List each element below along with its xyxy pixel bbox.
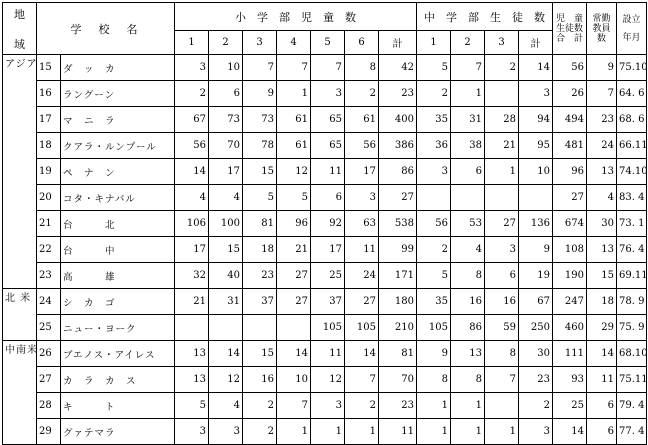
- cell-m3: 8: [485, 341, 519, 367]
- cell-e3: 37: [243, 289, 277, 315]
- cell-m2: 13: [451, 341, 485, 367]
- cell-e2: 15: [209, 237, 243, 263]
- table-row: [3, 55, 647, 81]
- school-name: ラングーン: [61, 81, 175, 107]
- elem-grade-5-header: 5: [311, 31, 345, 55]
- elem-grade-1-header: 1: [175, 31, 209, 55]
- staff-header: [587, 3, 617, 55]
- cell-staff: 15: [587, 263, 617, 289]
- table-row: [3, 107, 647, 133]
- cell-mtot: 3: [519, 81, 553, 107]
- cell-e6: 1: [345, 419, 379, 445]
- cell-total: 25: [553, 393, 587, 419]
- total-students-header: [553, 3, 587, 55]
- founded-date: 76. 4: [617, 237, 647, 263]
- cell-m2: 8: [451, 367, 485, 393]
- cell-staff: 13: [587, 159, 617, 185]
- cell-e5: 3: [311, 81, 345, 107]
- school-name-header: 学 校 名: [37, 3, 175, 55]
- cell-e5: 37: [311, 289, 345, 315]
- cell-e1: 2: [175, 81, 209, 107]
- founded-header-line2: 年月: [622, 32, 641, 43]
- cell-e6: 2: [345, 393, 379, 419]
- region-header-top: 地: [14, 7, 25, 21]
- cell-e5: 65: [311, 107, 345, 133]
- cell-staff: 11: [587, 367, 617, 393]
- cell-e3: 78: [243, 133, 277, 159]
- cell-m3: 1: [485, 419, 519, 445]
- cell-e3: 9: [243, 81, 277, 107]
- school-number: 25: [37, 315, 61, 341]
- cell-e4: 1: [277, 81, 311, 107]
- cell-e4: 12: [277, 159, 311, 185]
- cell-m1: 1: [417, 419, 451, 445]
- cell-etot: 23: [379, 81, 417, 107]
- cell-m2: 1: [451, 393, 485, 419]
- table-row: [3, 133, 647, 159]
- cell-m2: 6: [451, 159, 485, 185]
- cell-e2: [209, 315, 243, 341]
- cell-mtot: 23: [519, 367, 553, 393]
- cell-e3: 15: [243, 341, 277, 367]
- cell-e6: 17: [345, 159, 379, 185]
- school-number: 26: [37, 341, 61, 367]
- cell-e2: 3: [209, 419, 243, 445]
- table-row: [3, 315, 647, 341]
- elem-grade-2-header: 2: [209, 31, 243, 55]
- cell-total: 247: [553, 289, 587, 315]
- cell-e2: 31: [209, 289, 243, 315]
- school-enrollment-table: [2, 2, 647, 445]
- school-name: ペ ナ ン: [61, 159, 175, 185]
- cell-staff: 29: [587, 315, 617, 341]
- cell-e4: [277, 315, 311, 341]
- school-number: 18: [37, 133, 61, 159]
- cell-total: 190: [553, 263, 587, 289]
- school-number: 24: [37, 289, 61, 315]
- cell-m2: 8: [451, 263, 485, 289]
- table-row: [3, 159, 647, 185]
- cell-total: 460: [553, 315, 587, 341]
- table-row: [3, 237, 647, 263]
- cell-e4: 7: [277, 55, 311, 81]
- cell-m3: [485, 81, 519, 107]
- cell-e6: 11: [345, 237, 379, 263]
- cell-m2: 38: [451, 133, 485, 159]
- founded-date: 79. 4: [617, 393, 647, 419]
- cell-m1: 1: [417, 393, 451, 419]
- cell-m2: [451, 185, 485, 211]
- school-number: 21: [37, 211, 61, 237]
- cell-m3: 3: [485, 237, 519, 263]
- cell-staff: 4: [587, 185, 617, 211]
- school-name: コタ・キナバル: [61, 185, 175, 211]
- staff-header-line3: 数: [596, 33, 606, 44]
- school-name: カ ラ カ ス: [61, 367, 175, 393]
- cell-m2: 86: [451, 315, 485, 341]
- table-row: [3, 211, 647, 237]
- cell-e4: 10: [277, 367, 311, 393]
- cell-total: 96: [553, 159, 587, 185]
- cell-m2: 4: [451, 237, 485, 263]
- cell-staff: 30: [587, 211, 617, 237]
- school-number: 28: [37, 393, 61, 419]
- school-number: 15: [37, 55, 61, 81]
- founded-header: [617, 3, 647, 55]
- cell-e2: 40: [209, 263, 243, 289]
- cell-etot: 171: [379, 263, 417, 289]
- cell-m1: 8: [417, 367, 451, 393]
- staff-header-line1: 常勤: [592, 13, 611, 24]
- cell-mtot: [519, 185, 553, 211]
- cell-m3: 2: [485, 55, 519, 81]
- cell-e1: 67: [175, 107, 209, 133]
- elem-grade-4-header: 4: [277, 31, 311, 55]
- cell-e5: 25: [311, 263, 345, 289]
- region-cell: アジア: [3, 55, 37, 289]
- cell-m1: 36: [417, 133, 451, 159]
- total-header-line1: 児 童: [555, 13, 583, 24]
- cell-etot: 70: [379, 367, 417, 393]
- cell-m1: 35: [417, 289, 451, 315]
- cell-e4: 5: [277, 185, 311, 211]
- cell-m3: 1: [485, 159, 519, 185]
- cell-etot: 81: [379, 341, 417, 367]
- cell-m3: [485, 185, 519, 211]
- school-name: ダ ッ カ: [61, 55, 175, 81]
- table-row: [3, 367, 647, 393]
- cell-e6: 14: [345, 341, 379, 367]
- founded-date: 77. 4: [617, 419, 647, 445]
- founded-date: 78. 9: [617, 289, 647, 315]
- cell-e3: 73: [243, 107, 277, 133]
- school-number: 16: [37, 81, 61, 107]
- cell-e3: 81: [243, 211, 277, 237]
- cell-mtot: 30: [519, 341, 553, 367]
- cell-e5: 11: [311, 341, 345, 367]
- cell-staff: 13: [587, 237, 617, 263]
- cell-mtot: 19: [519, 263, 553, 289]
- table-row: [3, 81, 647, 107]
- school-number: 22: [37, 237, 61, 263]
- school-name: グァテマラ: [61, 419, 175, 445]
- region-header-bottom: 域: [14, 37, 25, 51]
- cell-m3: 16: [485, 289, 519, 315]
- elem-grade-6-header: 6: [345, 31, 379, 55]
- cell-m3: 28: [485, 107, 519, 133]
- cell-e1: 56: [175, 133, 209, 159]
- cell-e5: 92: [311, 211, 345, 237]
- cell-m1: 3: [417, 159, 451, 185]
- cell-mtot: 67: [519, 289, 553, 315]
- cell-e1: 3: [175, 55, 209, 81]
- cell-e6: 24: [345, 263, 379, 289]
- elem-grade-3-header: 3: [243, 31, 277, 55]
- cell-e6: 3: [345, 185, 379, 211]
- cell-m1: 9: [417, 341, 451, 367]
- cell-mtot: 3: [519, 419, 553, 445]
- cell-e6: 2: [345, 81, 379, 107]
- cell-e1: 14: [175, 159, 209, 185]
- table-row: [3, 185, 647, 211]
- founded-date: 68.10: [617, 341, 647, 367]
- school-name: ニュー・ヨーク: [61, 315, 175, 341]
- cell-staff: 6: [587, 393, 617, 419]
- cell-e4: 27: [277, 263, 311, 289]
- cell-e6: 56: [345, 133, 379, 159]
- region-cell: 中南米: [3, 341, 37, 445]
- cell-m3: 27: [485, 211, 519, 237]
- cell-e3: 2: [243, 419, 277, 445]
- cell-etot: 99: [379, 237, 417, 263]
- cell-e2: 4: [209, 185, 243, 211]
- founded-date: 68. 6: [617, 107, 647, 133]
- cell-total: 93: [553, 367, 587, 393]
- cell-total: 14: [553, 419, 587, 445]
- cell-e1: 3: [175, 419, 209, 445]
- cell-e5: 1: [311, 419, 345, 445]
- cell-m1: 56: [417, 211, 451, 237]
- cell-m2: 31: [451, 107, 485, 133]
- cell-e1: 106: [175, 211, 209, 237]
- cell-m3: [485, 393, 519, 419]
- cell-e4: 7: [277, 393, 311, 419]
- school-name: 高 雄: [61, 263, 175, 289]
- cell-total: 27: [553, 185, 587, 211]
- cell-etot: 400: [379, 107, 417, 133]
- cell-mtot: 2: [519, 393, 553, 419]
- cell-e2: 100: [209, 211, 243, 237]
- school-name: シ カ ゴ: [61, 289, 175, 315]
- cell-e4: 27: [277, 289, 311, 315]
- cell-staff: 24: [587, 133, 617, 159]
- elementary-group-header: 小 学 部 児 童 数: [175, 3, 417, 31]
- cell-e3: 16: [243, 367, 277, 393]
- school-name: マ ニ ラ: [61, 107, 175, 133]
- table-row: [3, 419, 647, 445]
- total-header-line3: 合 計: [555, 33, 583, 44]
- cell-e5: 105: [311, 315, 345, 341]
- cell-etot: 180: [379, 289, 417, 315]
- school-name: ブエノス・アイレス: [61, 341, 175, 367]
- cell-e1: 21: [175, 289, 209, 315]
- founded-date: 75.11: [617, 367, 647, 393]
- region-header: [3, 3, 37, 55]
- cell-staff: 14: [587, 341, 617, 367]
- cell-m1: 5: [417, 55, 451, 81]
- cell-mtot: 136: [519, 211, 553, 237]
- cell-total: 26: [553, 81, 587, 107]
- cell-e1: 13: [175, 367, 209, 393]
- cell-e6: 27: [345, 289, 379, 315]
- header-row-top: [3, 3, 647, 31]
- cell-mtot: 14: [519, 55, 553, 81]
- cell-e6: 61: [345, 107, 379, 133]
- cell-m1: 2: [417, 237, 451, 263]
- cell-m2: 1: [451, 419, 485, 445]
- cell-e4: 21: [277, 237, 311, 263]
- cell-e2: 6: [209, 81, 243, 107]
- cell-staff: 6: [587, 419, 617, 445]
- cell-etot: 23: [379, 393, 417, 419]
- cell-e3: 2: [243, 393, 277, 419]
- founded-date: 66.11: [617, 133, 647, 159]
- school-name: 台 北: [61, 211, 175, 237]
- cell-etot: 86: [379, 159, 417, 185]
- cell-m3: 6: [485, 263, 519, 289]
- founded-date: 83. 4: [617, 185, 647, 211]
- cell-mtot: 94: [519, 107, 553, 133]
- cell-e2: 73: [209, 107, 243, 133]
- cell-e3: 23: [243, 263, 277, 289]
- cell-m1: 2: [417, 81, 451, 107]
- cell-mtot: 250: [519, 315, 553, 341]
- school-name: クアラ・ルンプール: [61, 133, 175, 159]
- cell-e5: 3: [311, 393, 345, 419]
- cell-e6: 7: [345, 367, 379, 393]
- cell-e2: 4: [209, 393, 243, 419]
- founded-date: 64. 6: [617, 81, 647, 107]
- middle-group-header: 中 学 部 生 徒 数: [417, 3, 553, 31]
- cell-m1: 35: [417, 107, 451, 133]
- cell-staff: 18: [587, 289, 617, 315]
- total-header-line2: 生徒数: [555, 23, 583, 34]
- school-number: 29: [37, 419, 61, 445]
- mid-total-header: 計: [519, 31, 553, 55]
- founded-date: 75.10: [617, 55, 647, 81]
- founded-date: 74.10: [617, 159, 647, 185]
- cell-e3: 18: [243, 237, 277, 263]
- cell-e1: 32: [175, 263, 209, 289]
- cell-e1: [175, 315, 209, 341]
- cell-m1: 5: [417, 263, 451, 289]
- cell-staff: 7: [587, 81, 617, 107]
- cell-m3: 21: [485, 133, 519, 159]
- region-cell: 北 米: [3, 289, 37, 341]
- founded-date: 69.11: [617, 263, 647, 289]
- cell-e4: 61: [277, 133, 311, 159]
- cell-e6: 8: [345, 55, 379, 81]
- mid-grade-1-header: 1: [417, 31, 451, 55]
- cell-e2: 70: [209, 133, 243, 159]
- cell-etot: 11: [379, 419, 417, 445]
- cell-e5: 65: [311, 133, 345, 159]
- cell-e6: 63: [345, 211, 379, 237]
- staff-header-line2: 教員: [592, 23, 611, 34]
- cell-m3: 7: [485, 367, 519, 393]
- cell-m1: [417, 185, 451, 211]
- cell-m2: 16: [451, 289, 485, 315]
- cell-e3: 7: [243, 55, 277, 81]
- cell-e5: 6: [311, 185, 345, 211]
- cell-etot: 210: [379, 315, 417, 341]
- table-body: [3, 55, 647, 445]
- cell-e2: 12: [209, 367, 243, 393]
- cell-e1: 4: [175, 185, 209, 211]
- cell-m2: 7: [451, 55, 485, 81]
- cell-e4: 14: [277, 341, 311, 367]
- school-name: キ ト: [61, 393, 175, 419]
- cell-m2: 53: [451, 211, 485, 237]
- cell-etot: 27: [379, 185, 417, 211]
- table-row: [3, 263, 647, 289]
- cell-e2: 14: [209, 341, 243, 367]
- cell-staff: 9: [587, 55, 617, 81]
- cell-e3: 15: [243, 159, 277, 185]
- cell-e4: 1: [277, 419, 311, 445]
- cell-etot: 538: [379, 211, 417, 237]
- cell-e4: 61: [277, 107, 311, 133]
- cell-staff: 23: [587, 107, 617, 133]
- cell-e5: 7: [311, 55, 345, 81]
- cell-e3: [243, 315, 277, 341]
- cell-m3: 59: [485, 315, 519, 341]
- cell-e5: 12: [311, 367, 345, 393]
- school-number: 27: [37, 367, 61, 393]
- cell-total: 674: [553, 211, 587, 237]
- cell-etot: 386: [379, 133, 417, 159]
- cell-total: 494: [553, 107, 587, 133]
- cell-e6: 105: [345, 315, 379, 341]
- mid-grade-3-header: 3: [485, 31, 519, 55]
- cell-e2: 17: [209, 159, 243, 185]
- founded-date: 75. 9: [617, 315, 647, 341]
- school-number: 19: [37, 159, 61, 185]
- cell-mtot: 95: [519, 133, 553, 159]
- cell-total: 481: [553, 133, 587, 159]
- cell-e1: 5: [175, 393, 209, 419]
- school-number: 17: [37, 107, 61, 133]
- founded-header-line1: 設立: [622, 14, 641, 25]
- cell-m2: 1: [451, 81, 485, 107]
- cell-e2: 10: [209, 55, 243, 81]
- founded-date: 73. 1: [617, 211, 647, 237]
- cell-e3: 5: [243, 185, 277, 211]
- school-number: 23: [37, 263, 61, 289]
- elem-total-header: 計: [379, 31, 417, 55]
- cell-total: 108: [553, 237, 587, 263]
- mid-grade-2-header: 2: [451, 31, 485, 55]
- school-number: 20: [37, 185, 61, 211]
- cell-e1: 13: [175, 341, 209, 367]
- table-row: [3, 341, 647, 367]
- cell-mtot: 10: [519, 159, 553, 185]
- cell-e5: 17: [311, 237, 345, 263]
- cell-e5: 11: [311, 159, 345, 185]
- cell-e1: 17: [175, 237, 209, 263]
- cell-etot: 42: [379, 55, 417, 81]
- cell-mtot: 9: [519, 237, 553, 263]
- table-row: [3, 289, 647, 315]
- cell-e4: 96: [277, 211, 311, 237]
- cell-total: 111: [553, 341, 587, 367]
- cell-total: 56: [553, 55, 587, 81]
- school-name: 台 中: [61, 237, 175, 263]
- cell-m1: 105: [417, 315, 451, 341]
- table-row: [3, 393, 647, 419]
